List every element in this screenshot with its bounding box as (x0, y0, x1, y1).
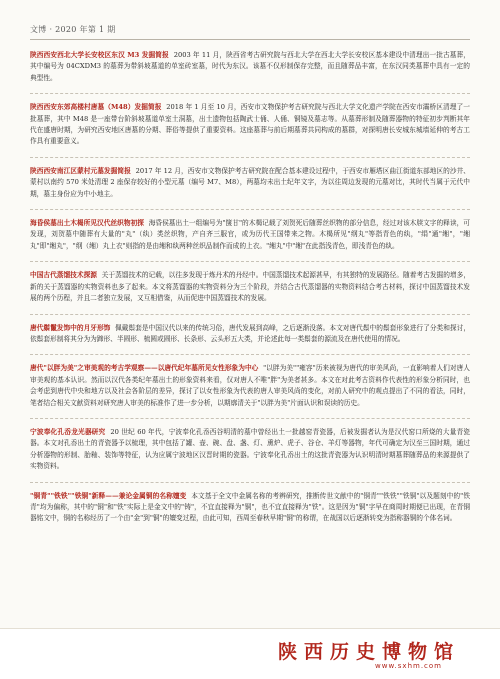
running-header (30, 24, 470, 40)
journal-issue: 文博 · 2020 年第 1 期 (30, 25, 116, 34)
museum-logo: 陕西历史博物馆 (277, 641, 460, 663)
footer-banner (0, 628, 500, 679)
abstract-list (30, 44, 470, 534)
entry-title: 陕西西安南江区蒙村元墓发掘简报 (30, 166, 131, 175)
entry-body: 2018 年 1 月至 10 月，西安市文物保护考古研究院与西北大学文化遗产学院在西安市灞桥区清理了一批墓葬，其中 M48 是一座带台阶斜坡墓道单室土洞墓，出土遗物包括陶武士俑、人俑、铜镜及墓志等。从墓葬形制及随葬器物的特征初步判断其年代在盛唐时期，为研究西安地区唐墓的分期、葬俗等提供了重要资料。这座墓葬与前后期墓葬共同构成的墓群，对探明唐长安城东城墙延伸的考古工作具有重要意义。 (30, 103, 470, 146)
entry-title: 中国古代蒸馏技术探源 (30, 271, 97, 280)
entry-body: 佩戴鬃套是中国汉代以来的传统习俗，唐代发展到高峰，之后逐渐没落。本文对唐代鬃中的鬃套形象进行了分类和探讨，依鬃套形制将其分为为蹄形、半圆形、梳圆或圆形、长条形、云头形五大类，并论述此每一类鬃套的源流及在唐代使用的情况。 (30, 323, 470, 343)
entry-body: 海昏侯墓出土一组编号为"箧甘"的木楬记载了刘贺死后随葬丝织物的部分信息，经过对该木牍文字的释读，可发现，刘贺墓中随葬有大量的"丸"（纨）类丝织物，产自齐三服官，或为历代王国带来之物。木楬所见"纲丸"等指青色的纨，"绢"通"缃"，"缃丸"即"缃丸"，"纲（缃）丸上衣"则指的是由缃和纨两种丝织品制作而成的上衣。"缃丸"中"缃"在此指浅青色，即浅青色的纨。 (30, 219, 470, 250)
abstract-entry (30, 262, 470, 314)
entry-body: 2017 年 12 月，西安市文物保护考古研究院在配合基本建设过程中，于西安市雁塔区曲江街道东部地区的沙井、蒙村以南约 570 米处清理 2 座保存较好的小型元墓（编号 M7、M8），两墓均未出土纪年文字，为以往周边发现的元墓对比，其时代当属于元代中期，墓主身份应为中小地主。 (30, 166, 470, 198)
entry-body: 本文基于全文中金属名称的考辨研究，推断传世文献中的"铜青""铁铁""铁铜"以及题刻中的"铁青"均为偏称，其中的"铜"和"铁"实际上是金文中的"铸"，不宜直接释为"铜"，也不宜直接释为"铁"。这是因为"铜"字早在商周时期便已出现，在青铜器铭文中，铜的名称经历了一个由"金"到"铜"的嬗变过程，由此可知，西周至春秋早期"铜"的称谓，在战国以后逐渐转变为指称器铜的个体名词。 (30, 491, 471, 523)
entry-body: 20 世纪 60 年代，宁波奉化孔岙西谷明清的墓中曾经出土一批越窑青瓷器，后被发掘者认为是汉代窑口所烧的大量青瓷器。本文对孔岙出土的青瓷器予以梳理，其中包括了罐、壶、碗、盘、盏、灯、熏炉、虎子、谷仓、羊灯等器物，年代可确定为汉至三国时期，通过分析器物的形制、胎釉、装饰等特征，认为应属宁波地区汉晋时期的瓷器。宁波奉化孔岙出土的这批青瓷器为认识明清时期墓葬随葬品的来源提供了实物资料。 (30, 427, 470, 471)
entry-title: 宁波奉化孔岙龙光器研究 (30, 427, 106, 436)
abstract-entry (30, 158, 470, 210)
entry-title: 陕西西安西北大学长安校区东汉 M3 发掘简报 (30, 51, 169, 59)
abstract-entry (30, 44, 470, 94)
abstract-entry (30, 355, 470, 419)
entry-title: "铜青""铁铁""铁铜"新释——兼论金属铜的名称嬗变 (30, 491, 187, 500)
abstract-entry (30, 419, 470, 483)
museum-url[interactable]: www.sxhm.com (375, 662, 442, 670)
abstract-entry (30, 483, 470, 534)
abstract-entry (30, 210, 470, 262)
entry-title: 唐代"以胖为美"之审美观的考古学观察——以唐代纪年墓所见女性形象为中心 (30, 364, 259, 373)
entry-title: 唐代鬃鬣发饰中的月牙形饰 (30, 323, 111, 332)
entry-body: 2003 年 11 月，陕西省考古研究院与西北大学在西北大学长安校区基本建设中清理出一批古墓葬，其中编号为 04CXDM3 的墓葬为带斜坡墓道的单室砖室墓，时代为东汉。该墓不仅形制保存完整，而且随葬品丰富，在东汉同类墓葬中具有一定的典型性。 (30, 51, 470, 82)
entry-title: 陕西西安东郊高楼村唐墓（M48）发掘简报 (30, 103, 162, 112)
entry-body: "以胖为美""雍容"历来被视为唐代的审美风尚，一直影响着人们对唐人审美观的基本认识。然而以汉代各类纪年墓出土的形象资料来看，仅对唐人不唯"胖"为美者甚多。本文在对此考古资料作代表性的形象分析同时，也会考虑到唐代中央和地方以及社会各阶层的差异，探讨了以女性形象为代表的唐人审美风尚的变化，对前人研究中的观点提出了不同的看法，同时，笔者结合相关文献资料对研究唐人审美的标准作了进一步分析，以期廓清关于"以胖为美"片面认识和误读的历史。 (30, 364, 470, 407)
entry-title: 海昏侯墓出土木楬所见汉代丝织物初探 (30, 219, 144, 228)
entry-body: 关于蒸馏技术的记载，以往多发现于炼丹术的丹经中。中国蒸馏技术起源甚早，有其独特的发展路径。随着考古发掘的增多，新的关于蒸馏器的实物资料也多了起来。本文将蒸馏器的实物资料分为三个阶段，并结合古代蒸馏器的实物资料结合考古材料，探讨中国蒸馏技术发展的两个历程，并且二者独立发展，又互相借鉴，从而促进中国蒸馏技术的发展。 (30, 271, 471, 303)
abstract-entry (30, 315, 470, 356)
abstract-entry (30, 94, 470, 158)
